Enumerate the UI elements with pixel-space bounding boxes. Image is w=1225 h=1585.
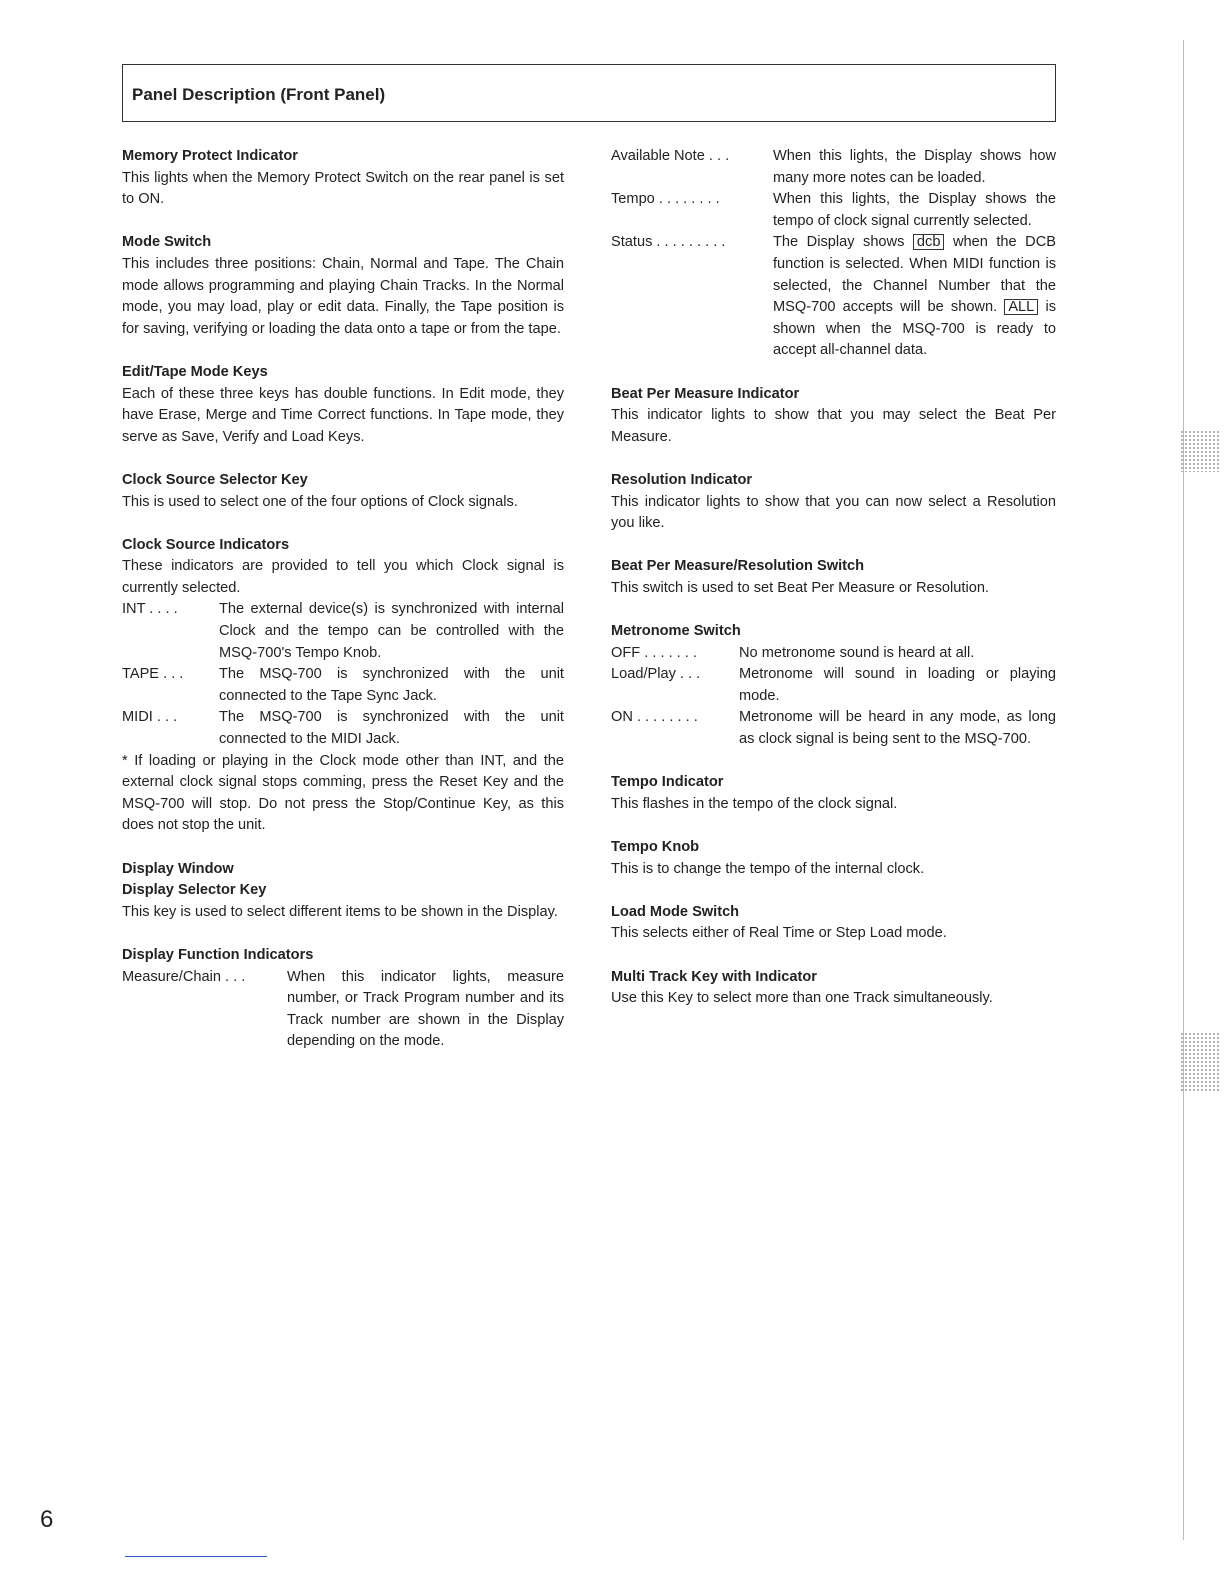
definition-term: Available Note . . .	[611, 148, 730, 164]
section-text: This includes three positions: Chain, Normal and Tape. The Chain mode allows programming and playing Chain Tracks. In the Normal mode, you may load, play or edit data. Finally, the Tape position is for saving, verifying or loading the data onto a tape or from the tape.	[122, 255, 564, 337]
page-header-box	[122, 64, 1056, 122]
scan-speckle	[1180, 1032, 1220, 1092]
section-bpm-resolution-switch	[611, 556, 1056, 599]
section-heading: Tempo Indicator	[611, 774, 724, 791]
definition-desc: No metronome sound is heard at all.	[739, 644, 975, 661]
definition-desc: The MSQ-700 is synchronized with the unit connected to the Tape Sync Jack.	[219, 666, 564, 704]
section-heading: Edit/Tape Mode Keys	[122, 363, 268, 380]
definition-item-available-note	[611, 146, 1056, 189]
section-heading: Metronome Switch	[611, 623, 741, 640]
section-display-items	[611, 146, 1056, 362]
definition-item-int	[122, 599, 564, 664]
definition-desc: When this lights, the Display shows how many more notes can be loaded.	[773, 148, 1056, 186]
section-text: This key is used to select different items to be shown in the Display.	[122, 903, 558, 920]
definition-term: MIDI . . .	[122, 709, 178, 726]
definition-item-status	[611, 232, 1056, 362]
definition-term: Tempo . . . . . . . .	[611, 191, 720, 208]
section-display	[122, 859, 564, 924]
section-text: This indicator lights to show that you can now select a Resolution you like.	[611, 493, 1056, 532]
dcb-display-symbol: dcb	[913, 234, 945, 250]
section-heading: Beat Per Measure Indicator	[611, 385, 800, 402]
section-text: Use this Key to select more than one Track simultaneously.	[611, 990, 993, 1007]
section-heading: Mode Switch	[122, 234, 212, 251]
section-multi-track	[611, 967, 1056, 1010]
definition-desc: Metronome will be heard in any mode, as long as clock signal is being sent to the MSQ-700.	[739, 709, 1056, 748]
section-heading: Memory Protect Indicator	[122, 148, 298, 164]
section-resolution	[611, 470, 1056, 535]
section-heading: Multi Track Key with Indicator	[611, 968, 817, 985]
page-number: 6	[40, 1506, 54, 1533]
status-text-1: The Display shows	[773, 234, 905, 251]
section-heading: Load Mode Switch	[611, 903, 740, 920]
page-title: Panel Description (Front Panel)	[132, 85, 386, 104]
definition-term: TAPE . . .	[122, 666, 184, 683]
section-mode-switch	[122, 232, 564, 340]
definition-item-on	[611, 707, 1056, 750]
section-text: This flashes in the tempo of the clock signal.	[611, 795, 898, 812]
definition-item-tape	[122, 664, 564, 707]
definition-desc: When this lights, the Display shows the tempo of clock signal currently selected.	[773, 191, 1056, 229]
definition-term: Load/Play . . .	[611, 666, 701, 683]
section-heading: Display Window	[122, 860, 234, 877]
section-text: This switch is used to set Beat Per Measure or Resolution.	[611, 579, 989, 596]
section-text: These indicators are provided to tell you which Clock signal is currently selected.	[122, 558, 564, 596]
section-text: This lights when the Memory Protect Switch on the rear panel is set to ON.	[122, 169, 564, 208]
section-heading: Display Selector Key	[122, 882, 267, 899]
section-text: This is to change the tempo of the internal clock.	[611, 860, 925, 877]
definition-item-tempo	[611, 189, 1056, 232]
definition-desc: The external device(s) is synchronized with internal Clock and the tempo can be controlled with the MSQ-700's Tempo Knob.	[219, 601, 564, 661]
section-heading: Clock Source Selector Key	[122, 471, 308, 488]
section-memory-protect	[122, 146, 564, 211]
definition-term: Measure/Chain . . .	[122, 968, 246, 985]
section-tempo-indicator	[611, 772, 1056, 815]
section-text: This is used to select one of the four options of Clock signals.	[122, 493, 518, 510]
right-column	[611, 146, 1056, 1031]
definition-term: Status . . . . . . . . .	[611, 234, 726, 251]
definition-item-load-play	[611, 664, 1056, 707]
section-load-mode	[611, 902, 1056, 945]
section-tempo-knob	[611, 837, 1056, 880]
definition-item-off	[611, 643, 1056, 665]
scan-speckle	[1180, 430, 1220, 472]
definition-item-measure-chain	[122, 967, 564, 1053]
section-heading: Tempo Knob	[611, 839, 700, 855]
status-text-2: when the DCB function is selected. When MIDI function is selected, the Channel Number that the MSQ-700 accepts will be shown.	[773, 234, 1056, 316]
section-heading: Beat Per Measure/Resolution Switch	[611, 558, 865, 575]
definition-term: ON . . . . . . . .	[611, 709, 698, 726]
definition-item-midi	[122, 707, 564, 750]
section-text: This indicator lights to show that you may select the Beat Per Measure.	[611, 407, 1056, 445]
definition-desc: The MSQ-700 is synchronized with the unit connected to the MIDI Jack.	[219, 709, 564, 748]
footer-rule	[125, 1556, 267, 1557]
all-display-symbol: ALL	[1004, 299, 1038, 315]
section-display-function	[122, 945, 564, 1053]
status-text-3: is shown when the MSQ-700 is ready to accept all-channel data.	[773, 299, 1056, 359]
section-heading: Resolution Indicator	[611, 471, 753, 488]
section-heading: Display Function Indicators	[122, 946, 314, 963]
definition-term: OFF . . . . . . .	[611, 644, 697, 661]
section-clock-source-indicators	[122, 535, 564, 837]
section-edit-tape-keys	[122, 362, 564, 448]
definition-desc	[773, 232, 1056, 362]
definition-desc: Metronome will sound in loading or playing mode.	[739, 666, 1056, 704]
binding-edge-line	[1183, 40, 1184, 1540]
definition-term: INT . . . .	[122, 601, 178, 618]
definition-desc: When this indicator lights, measure number, or Track Program number and its Track number are shown in the Display depending on the mode.	[287, 968, 564, 1050]
section-beat-per-measure	[611, 384, 1056, 449]
clock-note: * If loading or playing in the Clock mode other than INT, and the external clock signal stops comming, press the Reset Key and the MSQ-700 will stop. Do not press the Stop/Continue Key, as this does not stop the unit.	[122, 752, 564, 834]
section-text: This selects either of Real Time or Step Load mode.	[611, 925, 947, 942]
section-text: Each of these three keys has double functions. In Edit mode, they have Erase, Merge and Time Correct functions. In Tape mode, they serve as Save, Verify and Load Keys.	[122, 385, 564, 445]
section-metronome	[611, 621, 1056, 751]
section-clock-source-selector	[122, 470, 564, 513]
left-column	[122, 146, 564, 1075]
section-heading: Clock Source Indicators	[122, 536, 290, 553]
